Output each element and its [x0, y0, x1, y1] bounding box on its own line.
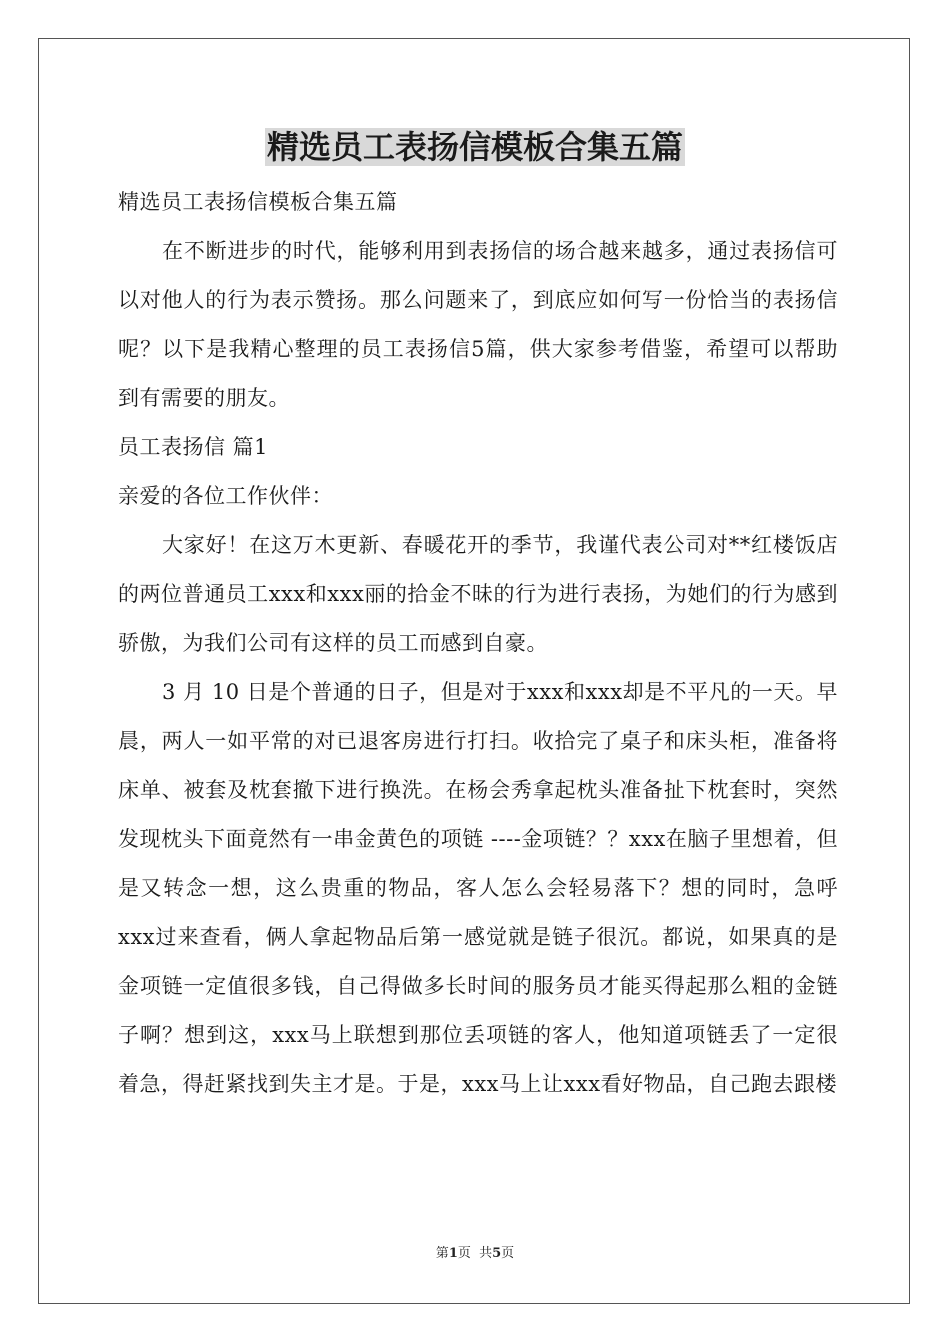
section-heading: 员工表扬信 篇1	[118, 435, 269, 459]
footer-suffix: 页	[501, 1246, 515, 1261]
paragraph-subtitle: 精选员工表扬信模板合集五篇	[118, 190, 398, 214]
footer-mid: 页 共	[457, 1246, 493, 1261]
footer-prefix: 第	[435, 1246, 449, 1261]
document-body	[118, 178, 838, 1109]
footer-current-page: 1	[448, 1246, 458, 1261]
footer-total-pages: 5	[492, 1246, 502, 1261]
paragraph-intro: 在不断进步的时代，能够利用到表扬信的场合越来越多，通过表扬信可以对他人的行为表示赞扬。那么问题来了，到底应如何写一份恰当的表扬信呢？以下是我精心整理的员工表扬信5篇，供大家参考借鉴，希望可以帮助到有需要的朋友。	[118, 239, 838, 410]
document-title	[0, 124, 950, 170]
document-title-text: 精选员工表扬信模板合集五篇	[266, 128, 683, 166]
paragraph-salutation: 亲爱的各位工作伙伴：	[118, 484, 333, 508]
paragraph-body: 大家好！在这万木更新、春暖花开的季节，我谨代表公司对**红楼饭店的两位普通员工xxx和xxx丽的拾金不昧的行为进行表扬，为她们的行为感到骄傲，为我们公司有这样的员工而感到自豪。	[118, 533, 838, 655]
page-footer	[0, 1244, 950, 1264]
paragraph-body: 3 月 10 日是个普通的日子，但是对于xxx和xxx却是不平凡的一天。早晨，两人一如平常的对已退客房进行打扫。收拾完了桌子和床头柜，准备将床单、被套及枕套撤下进行换洗。在杨会秀拿起枕头准备扯下枕套时，突然发现枕头下面竟然有一串金黄色的项链 ----金项链？？xxx在脑子里想着，但是又转念一想，这么贵重的物品，客人怎么会轻易落下？想的同时，急呼xxx过来查看，俩人拿起物品后第一感觉就是链子很沉。都说，如果真的是金项链一定值很多钱，自己得做多长时间的服务员才能买得起那么粗的金链子啊？想到这，xxx马上联想到那位丢项链的客人，他知道项链丢了一定很着急，得赶紧找到失主才是。于是，xxx马上让xxx看好物品，自己跑去跟楼	[118, 680, 838, 1096]
